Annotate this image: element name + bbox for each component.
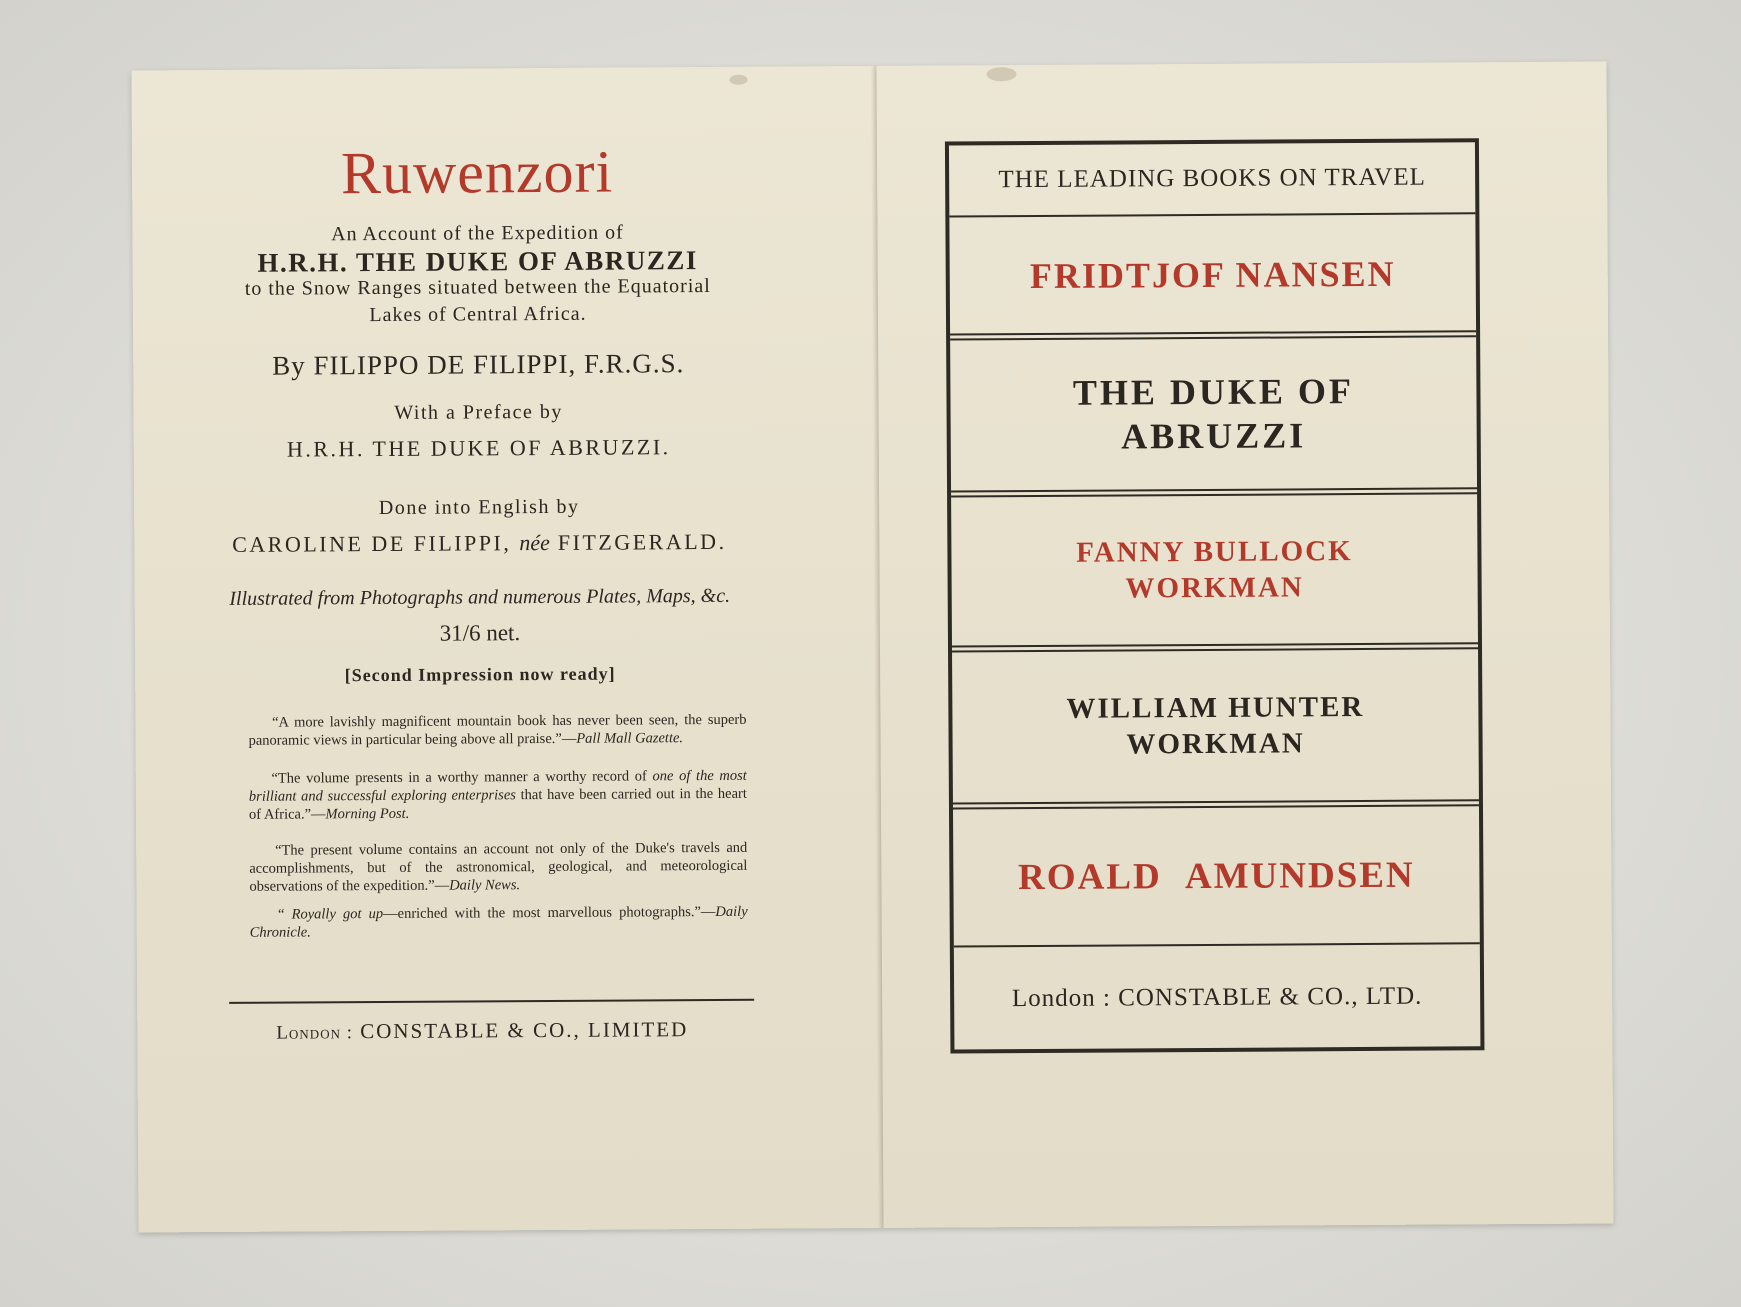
translation-line: Done into English by — [378, 495, 580, 520]
review-quote: “The volume presents in a worthy manner a worthy record of one of the most brilliant and successful exploring enterprises that have been carried out in the heart of Africa.”—Morning Post. — [248, 767, 747, 823]
translator-maiden-name: FITZGERALD. — [557, 528, 727, 555]
impression-note: [Second Impression now ready] — [344, 663, 616, 686]
paper-stain — [730, 75, 748, 85]
author-name-line-2: ABRUZZI — [1121, 415, 1307, 457]
pamphlet-sheet — [131, 62, 1613, 1233]
author-entry — [950, 337, 1477, 490]
publisher-rule — [229, 999, 754, 1004]
box-publisher: London : CONSTABLE & CO., LTD. — [1011, 982, 1423, 1013]
snow-ranges-line — [213, 273, 743, 330]
author-entry — [952, 649, 1479, 802]
author-name: FRIDTJOF NANSEN — [1029, 253, 1396, 297]
box-header-text: THE LEADING BOOKS ON TRAVEL — [998, 163, 1426, 194]
author-entry — [949, 216, 1476, 333]
duke-line: H.R.H. THE DUKE OF ABRUZZI — [257, 245, 698, 278]
publisher-line — [217, 1017, 747, 1045]
paper-stain — [986, 67, 1016, 81]
preface-author: H.R.H. THE DUKE OF ABRUZZI. — [286, 434, 671, 462]
author-line: By FILIPPO DE FILIPPI, F.R.G.S. — [272, 348, 685, 381]
translator-nee: née — [519, 529, 550, 556]
quote-source: Daily Chronicle. — [249, 903, 748, 941]
quote-source: Daily News. — [449, 877, 521, 894]
left-page — [131, 66, 883, 1233]
publisher-prefix: London : — [276, 1022, 354, 1044]
author-name: WILLIAM HUNTER — [1066, 690, 1365, 725]
translator-line — [214, 529, 744, 558]
author-name-line-2: WORKMAN — [1125, 571, 1304, 605]
travel-books-box — [945, 138, 1485, 1053]
quote-source: Morning Post. — [325, 805, 410, 823]
box-header — [949, 142, 1475, 215]
author-entry — [953, 806, 1480, 945]
snow-ranges-line-2: Lakes of Central Africa. — [369, 302, 587, 327]
author-entry — [951, 494, 1478, 645]
translator-name: CAROLINE DE FILIPPI, — [232, 530, 512, 557]
quote-source: Pall Mall Gazette. — [576, 730, 684, 747]
price: 31/6 net. — [439, 620, 521, 646]
publisher-name: CONSTABLE & CO., LIMITED — [360, 1017, 689, 1044]
right-page — [876, 62, 1613, 1228]
author-name: FANNY BULLOCK — [1076, 535, 1353, 569]
preface-line: With a Preface by — [394, 400, 563, 424]
book-title: Ruwenzori — [340, 138, 614, 207]
snow-ranges-line-1: to the Snow Ranges situated between the Equatorial — [244, 274, 711, 300]
account-line: An Account of the Expedition of — [331, 221, 624, 246]
review-quote: “A more lavishly magnificent mountain book has never been seen, the superb panoramic views in particular being above all praise.”—Pall Mall Gazette. — [248, 711, 747, 749]
review-quote: “The present volume contains an account not only of the Duke's travels and accomplishments, but of the astronomical, geological, and meteorological observations of the expedition.”—Daily News. — [249, 839, 748, 895]
author-name: ROALD AMUNDSEN — [1017, 854, 1415, 898]
author-name: THE DUKE OF — [1072, 371, 1355, 413]
author-name-line-2: WORKMAN — [1126, 727, 1305, 761]
illustrated-line: Illustrated from Photographs and numerous Plates, Maps, &c. — [229, 584, 731, 610]
box-footer — [954, 946, 1481, 1049]
review-quote: “ Royally got up—enriched with the most marvellous photographs.”—Daily Chronicle. — [249, 903, 748, 941]
